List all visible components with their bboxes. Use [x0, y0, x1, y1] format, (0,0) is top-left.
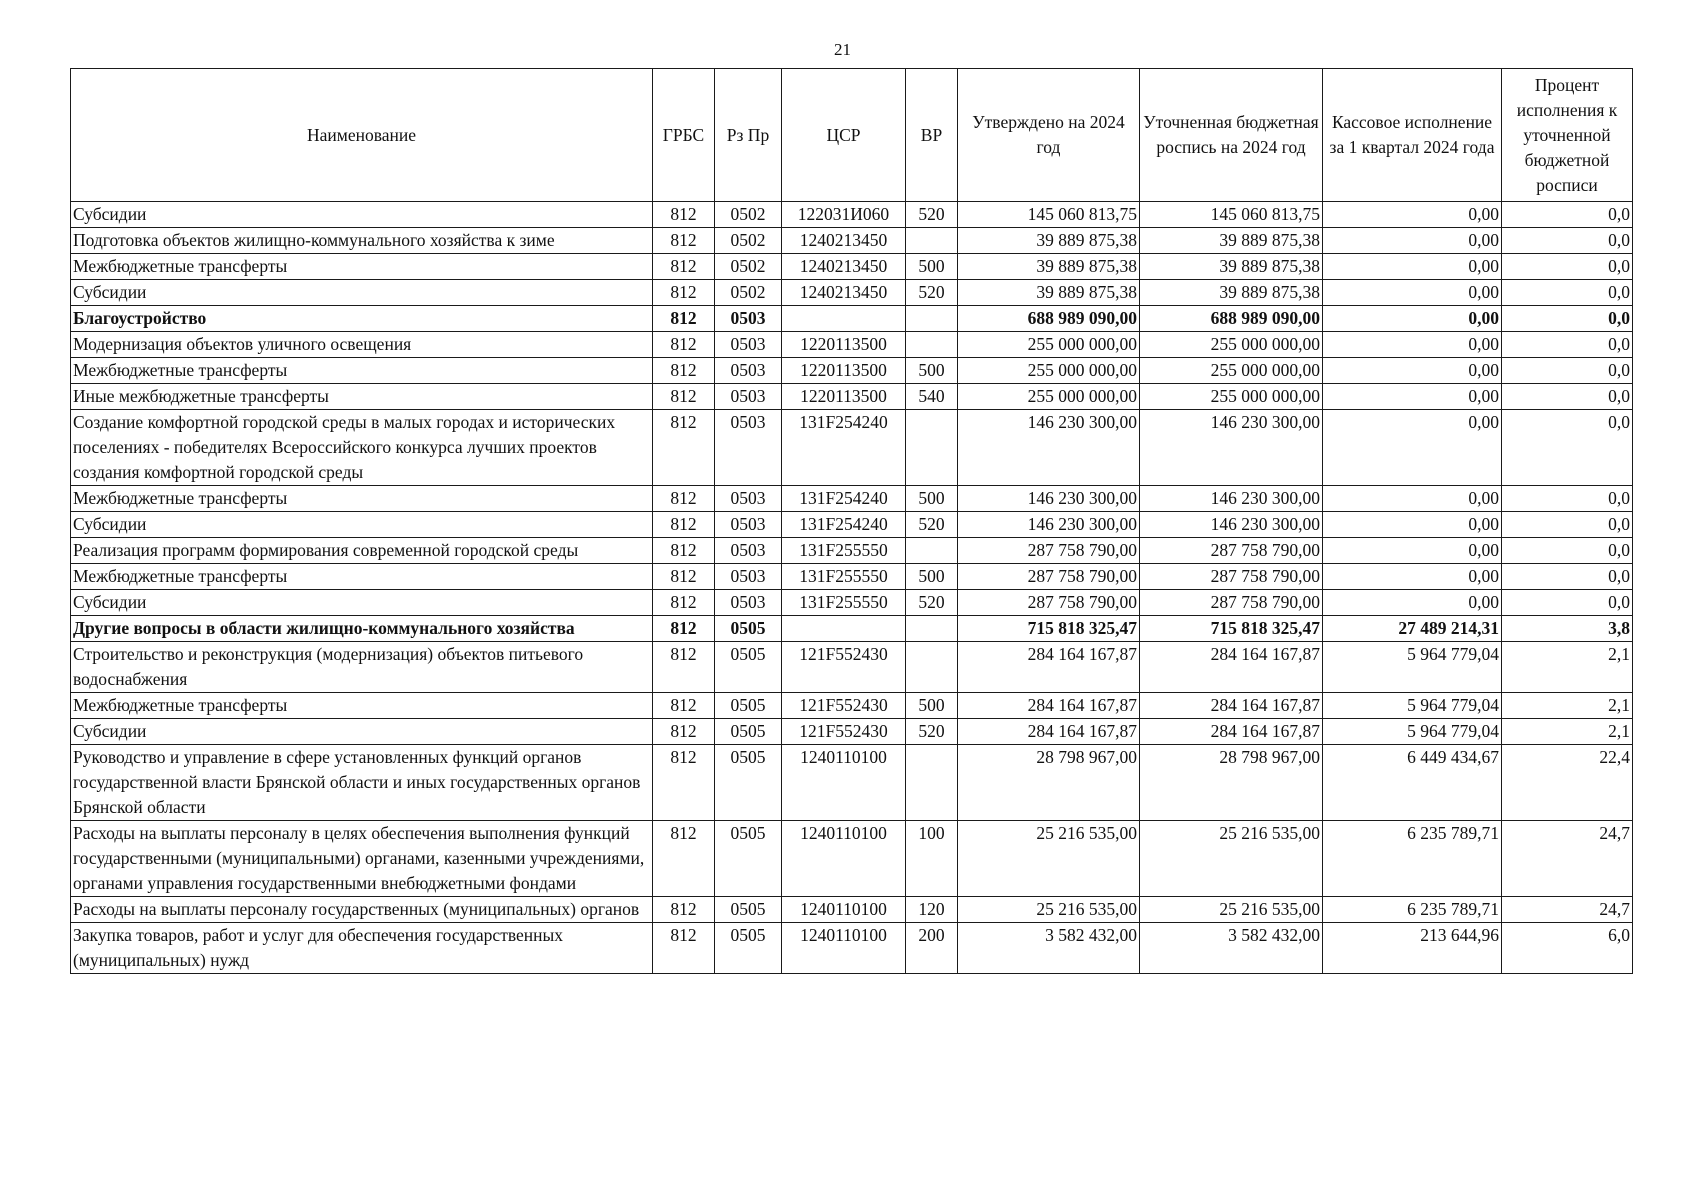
cell-refined: 39 889 875,38 [1140, 254, 1323, 280]
cell-csr: 121F552430 [782, 719, 906, 745]
cell-cash: 27 489 214,31 [1323, 616, 1502, 642]
cell-grbs: 812 [653, 923, 715, 974]
cell-percent: 6,0 [1502, 923, 1633, 974]
cell-refined: 715 818 325,47 [1140, 616, 1323, 642]
cell-name: Создание комфортной городской среды в малых городах и исторических поселениях - победителях Всероссийского конкурса лучших проектов создания комфортной городской среды [71, 410, 653, 486]
cell-cash: 0,00 [1323, 486, 1502, 512]
table-row [71, 332, 1633, 358]
cell-name: Подготовка объектов жилищно-коммунального хозяйства к зиме [71, 228, 653, 254]
cell-name: Субсидии [71, 590, 653, 616]
cell-grbs: 812 [653, 486, 715, 512]
cell-approved: 146 230 300,00 [958, 410, 1140, 486]
cell-rzpr: 0502 [715, 254, 782, 280]
table-row [71, 280, 1633, 306]
cell-percent: 0,0 [1502, 306, 1633, 332]
cell-refined: 146 230 300,00 [1140, 410, 1323, 486]
cell-vr: 500 [906, 564, 958, 590]
cell-approved: 255 000 000,00 [958, 332, 1140, 358]
cell-cash: 6 235 789,71 [1323, 821, 1502, 897]
cell-rzpr: 0505 [715, 821, 782, 897]
cell-cash: 213 644,96 [1323, 923, 1502, 974]
cell-percent: 2,1 [1502, 693, 1633, 719]
header-csr: ЦСР [782, 69, 906, 202]
cell-percent: 0,0 [1502, 538, 1633, 564]
table-row [71, 306, 1633, 332]
cell-refined: 284 164 167,87 [1140, 693, 1323, 719]
cell-cash: 0,00 [1323, 332, 1502, 358]
cell-rzpr: 0503 [715, 358, 782, 384]
cell-name: Межбюджетные трансферты [71, 564, 653, 590]
cell-rzpr: 0505 [715, 897, 782, 923]
cell-percent: 0,0 [1502, 384, 1633, 410]
cell-grbs: 812 [653, 564, 715, 590]
cell-rzpr: 0503 [715, 332, 782, 358]
cell-percent: 0,0 [1502, 332, 1633, 358]
cell-name: Субсидии [71, 202, 653, 228]
cell-cash: 0,00 [1323, 306, 1502, 332]
cell-rzpr: 0503 [715, 512, 782, 538]
cell-percent: 0,0 [1502, 254, 1633, 280]
cell-percent: 3,8 [1502, 616, 1633, 642]
cell-csr: 131F255550 [782, 538, 906, 564]
cell-name: Модернизация объектов уличного освещения [71, 332, 653, 358]
cell-rzpr: 0503 [715, 384, 782, 410]
cell-vr [906, 228, 958, 254]
cell-refined: 146 230 300,00 [1140, 512, 1323, 538]
cell-cash: 0,00 [1323, 358, 1502, 384]
cell-approved: 39 889 875,38 [958, 280, 1140, 306]
page-number: 21 [834, 40, 851, 59]
cell-vr [906, 642, 958, 693]
cell-rzpr: 0505 [715, 719, 782, 745]
cell-name: Иные межбюджетные трансферты [71, 384, 653, 410]
cell-approved: 688 989 090,00 [958, 306, 1140, 332]
cell-grbs: 812 [653, 306, 715, 332]
cell-name: Межбюджетные трансферты [71, 254, 653, 280]
cell-approved: 28 798 967,00 [958, 745, 1140, 821]
cell-approved: 3 582 432,00 [958, 923, 1140, 974]
cell-rzpr: 0502 [715, 228, 782, 254]
cell-percent: 0,0 [1502, 410, 1633, 486]
cell-percent: 0,0 [1502, 512, 1633, 538]
cell-csr: 1240110100 [782, 897, 906, 923]
cell-percent: 0,0 [1502, 228, 1633, 254]
cell-refined: 688 989 090,00 [1140, 306, 1323, 332]
table-row [71, 745, 1633, 821]
cell-vr: 200 [906, 923, 958, 974]
cell-grbs: 812 [653, 254, 715, 280]
cell-rzpr: 0503 [715, 538, 782, 564]
cell-approved: 25 216 535,00 [958, 897, 1140, 923]
cell-cash: 6 449 434,67 [1323, 745, 1502, 821]
cell-approved: 287 758 790,00 [958, 564, 1140, 590]
cell-vr [906, 410, 958, 486]
cell-vr: 500 [906, 486, 958, 512]
cell-refined: 255 000 000,00 [1140, 384, 1323, 410]
cell-name: Строительство и реконструкция (модернизация) объектов питьевого водоснабжения [71, 642, 653, 693]
cell-percent: 0,0 [1502, 280, 1633, 306]
cell-csr: 1220113500 [782, 384, 906, 410]
cell-cash: 0,00 [1323, 228, 1502, 254]
cell-cash: 0,00 [1323, 280, 1502, 306]
cell-refined: 145 060 813,75 [1140, 202, 1323, 228]
header-vr: ВР [906, 69, 958, 202]
cell-name: Расходы на выплаты персоналу государственных (муниципальных) органов [71, 897, 653, 923]
table-row [71, 590, 1633, 616]
table-row [71, 512, 1633, 538]
cell-refined: 25 216 535,00 [1140, 821, 1323, 897]
cell-vr: 520 [906, 512, 958, 538]
cell-vr: 500 [906, 254, 958, 280]
cell-grbs: 812 [653, 538, 715, 564]
cell-name: Межбюджетные трансферты [71, 486, 653, 512]
cell-vr [906, 306, 958, 332]
cell-csr: 1220113500 [782, 332, 906, 358]
cell-refined: 287 758 790,00 [1140, 590, 1323, 616]
cell-vr: 500 [906, 693, 958, 719]
header-name: Наименование [71, 69, 653, 202]
table-body [71, 202, 1633, 974]
table-row [71, 384, 1633, 410]
cell-grbs: 812 [653, 358, 715, 384]
cell-approved: 284 164 167,87 [958, 693, 1140, 719]
cell-name: Субсидии [71, 719, 653, 745]
cell-refined: 146 230 300,00 [1140, 486, 1323, 512]
cell-approved: 287 758 790,00 [958, 538, 1140, 564]
cell-rzpr: 0503 [715, 306, 782, 332]
cell-approved: 255 000 000,00 [958, 358, 1140, 384]
header-percent: Процент исполнения к уточненной бюджетной росписи [1502, 69, 1633, 202]
header-rzpr: Рз Пр [715, 69, 782, 202]
cell-csr: 131F254240 [782, 410, 906, 486]
cell-name: Другие вопросы в области жилищно-коммунального хозяйства [71, 616, 653, 642]
cell-cash: 0,00 [1323, 254, 1502, 280]
cell-csr: 1240110100 [782, 923, 906, 974]
cell-name: Субсидии [71, 512, 653, 538]
cell-rzpr: 0502 [715, 280, 782, 306]
cell-refined: 287 758 790,00 [1140, 538, 1323, 564]
cell-refined: 255 000 000,00 [1140, 358, 1323, 384]
cell-percent: 0,0 [1502, 202, 1633, 228]
cell-vr: 520 [906, 590, 958, 616]
table-row [71, 821, 1633, 897]
cell-vr [906, 745, 958, 821]
cell-percent: 2,1 [1502, 642, 1633, 693]
cell-vr: 520 [906, 719, 958, 745]
cell-percent: 0,0 [1502, 358, 1633, 384]
cell-csr: 131F255550 [782, 590, 906, 616]
table-row [71, 897, 1633, 923]
cell-cash: 0,00 [1323, 564, 1502, 590]
cell-rzpr: 0503 [715, 564, 782, 590]
cell-percent: 24,7 [1502, 821, 1633, 897]
cell-vr: 500 [906, 358, 958, 384]
cell-grbs: 812 [653, 332, 715, 358]
cell-cash: 0,00 [1323, 410, 1502, 486]
cell-csr: 1220113500 [782, 358, 906, 384]
cell-name: Межбюджетные трансферты [71, 358, 653, 384]
cell-csr [782, 616, 906, 642]
budget-table [70, 68, 1633, 974]
cell-refined: 39 889 875,38 [1140, 228, 1323, 254]
cell-vr: 120 [906, 897, 958, 923]
table-row [71, 538, 1633, 564]
cell-rzpr: 0503 [715, 410, 782, 486]
cell-approved: 39 889 875,38 [958, 254, 1140, 280]
header-row [71, 69, 1633, 202]
cell-csr: 121F552430 [782, 693, 906, 719]
cell-percent: 0,0 [1502, 564, 1633, 590]
cell-name: Расходы на выплаты персоналу в целях обеспечения выполнения функций государственными (муниципальными) органами, казенными учреждениями, органами управления государственными внебюджетными фондами [71, 821, 653, 897]
cell-rzpr: 0505 [715, 616, 782, 642]
cell-rzpr: 0503 [715, 590, 782, 616]
cell-rzpr: 0505 [715, 923, 782, 974]
cell-refined: 39 889 875,38 [1140, 280, 1323, 306]
cell-vr [906, 332, 958, 358]
cell-rzpr: 0502 [715, 202, 782, 228]
cell-csr: 1240213450 [782, 280, 906, 306]
cell-refined: 25 216 535,00 [1140, 897, 1323, 923]
cell-vr: 520 [906, 280, 958, 306]
cell-vr [906, 538, 958, 564]
cell-name: Благоустройство [71, 306, 653, 332]
cell-grbs: 812 [653, 590, 715, 616]
cell-grbs: 812 [653, 410, 715, 486]
cell-refined: 287 758 790,00 [1140, 564, 1323, 590]
table-row [71, 486, 1633, 512]
header-grbs: ГРБС [653, 69, 715, 202]
table-row [71, 616, 1633, 642]
cell-percent: 22,4 [1502, 745, 1633, 821]
cell-refined: 28 798 967,00 [1140, 745, 1323, 821]
cell-grbs: 812 [653, 228, 715, 254]
cell-cash: 0,00 [1323, 590, 1502, 616]
cell-rzpr: 0503 [715, 486, 782, 512]
cell-percent: 0,0 [1502, 486, 1633, 512]
cell-percent: 24,7 [1502, 897, 1633, 923]
cell-refined: 3 582 432,00 [1140, 923, 1323, 974]
cell-cash: 0,00 [1323, 512, 1502, 538]
cell-csr [782, 306, 906, 332]
cell-refined: 284 164 167,87 [1140, 719, 1323, 745]
cell-grbs: 812 [653, 642, 715, 693]
cell-grbs: 812 [653, 512, 715, 538]
cell-grbs: 812 [653, 280, 715, 306]
cell-vr [906, 616, 958, 642]
table-row [71, 410, 1633, 486]
cell-csr: 1240110100 [782, 745, 906, 821]
cell-approved: 284 164 167,87 [958, 642, 1140, 693]
cell-name: Межбюджетные трансферты [71, 693, 653, 719]
cell-approved: 146 230 300,00 [958, 486, 1140, 512]
cell-grbs: 812 [653, 897, 715, 923]
cell-approved: 287 758 790,00 [958, 590, 1140, 616]
cell-approved: 715 818 325,47 [958, 616, 1140, 642]
cell-approved: 146 230 300,00 [958, 512, 1140, 538]
cell-cash: 5 964 779,04 [1323, 693, 1502, 719]
table-row [71, 693, 1633, 719]
table-row [71, 923, 1633, 974]
cell-cash: 0,00 [1323, 538, 1502, 564]
header-approved: Утверждено на 2024 год [958, 69, 1140, 202]
table-row [71, 254, 1633, 280]
cell-rzpr: 0505 [715, 745, 782, 821]
cell-name: Закупка товаров, работ и услуг для обеспечения государственных (муниципальных) нужд [71, 923, 653, 974]
cell-percent: 0,0 [1502, 590, 1633, 616]
table-row [71, 228, 1633, 254]
table-row [71, 642, 1633, 693]
table-row [71, 564, 1633, 590]
cell-vr: 520 [906, 202, 958, 228]
cell-grbs: 812 [653, 616, 715, 642]
cell-rzpr: 0505 [715, 693, 782, 719]
header-cash: Кассовое исполнение за 1 квартал 2024 года [1323, 69, 1502, 202]
cell-cash: 0,00 [1323, 384, 1502, 410]
cell-grbs: 812 [653, 202, 715, 228]
cell-refined: 284 164 167,87 [1140, 642, 1323, 693]
cell-csr: 122031И060 [782, 202, 906, 228]
cell-approved: 284 164 167,87 [958, 719, 1140, 745]
cell-refined: 255 000 000,00 [1140, 332, 1323, 358]
cell-vr: 540 [906, 384, 958, 410]
cell-approved: 145 060 813,75 [958, 202, 1140, 228]
table-row [71, 202, 1633, 228]
cell-csr: 1240213450 [782, 254, 906, 280]
table-row [71, 358, 1633, 384]
cell-cash: 6 235 789,71 [1323, 897, 1502, 923]
cell-grbs: 812 [653, 745, 715, 821]
cell-csr: 131F255550 [782, 564, 906, 590]
cell-cash: 5 964 779,04 [1323, 719, 1502, 745]
cell-cash: 0,00 [1323, 202, 1502, 228]
cell-approved: 25 216 535,00 [958, 821, 1140, 897]
cell-grbs: 812 [653, 821, 715, 897]
cell-name: Реализация программ формирования современной городской среды [71, 538, 653, 564]
cell-csr: 131F254240 [782, 512, 906, 538]
cell-grbs: 812 [653, 384, 715, 410]
cell-csr: 131F254240 [782, 486, 906, 512]
cell-percent: 2,1 [1502, 719, 1633, 745]
cell-approved: 255 000 000,00 [958, 384, 1140, 410]
cell-grbs: 812 [653, 693, 715, 719]
cell-name: Руководство и управление в сфере установленных функций органов государственной власти Брянской области и иных государственных органов Брянской области [71, 745, 653, 821]
cell-approved: 39 889 875,38 [958, 228, 1140, 254]
cell-grbs: 812 [653, 719, 715, 745]
cell-name: Субсидии [71, 280, 653, 306]
header-refined: Уточненная бюджетная роспись на 2024 год [1140, 69, 1323, 202]
cell-rzpr: 0505 [715, 642, 782, 693]
cell-csr: 1240213450 [782, 228, 906, 254]
cell-csr: 1240110100 [782, 821, 906, 897]
cell-vr: 100 [906, 821, 958, 897]
cell-cash: 5 964 779,04 [1323, 642, 1502, 693]
cell-csr: 121F552430 [782, 642, 906, 693]
table-row [71, 719, 1633, 745]
